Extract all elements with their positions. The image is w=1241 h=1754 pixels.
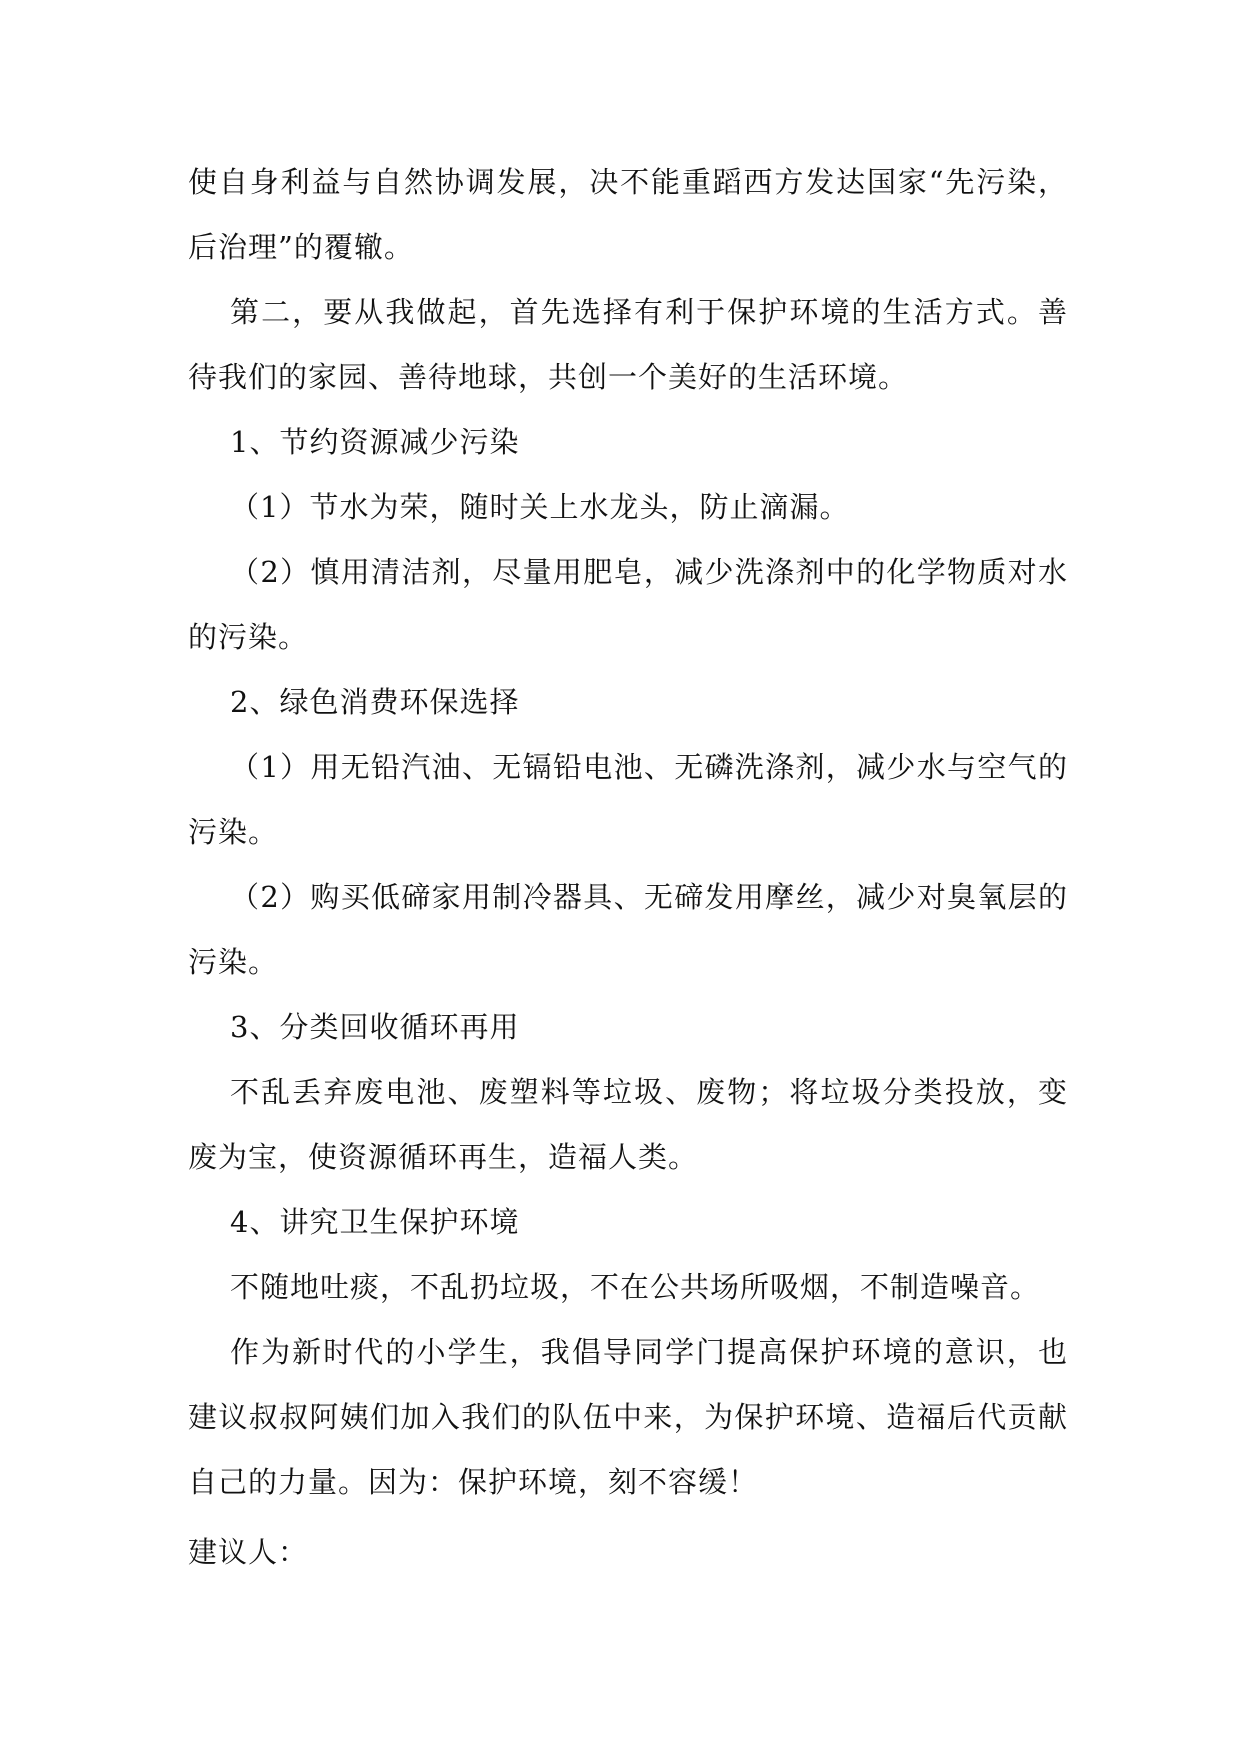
document-body [188,150,1068,1515]
paragraph-recycling: 不乱丢弃废电池、废塑料等垃圾、废物；将垃圾分类投放，变废为宝，使资源循环再生，造福人类。 [188,1075,1068,1174]
item-cleaning-agent: （2）慎用清洁剂，尽量用肥皂，减少洗涤剂中的化学物质对水的污染。 [188,555,1068,654]
heading-recycling: 3、分类回收循环再用 [230,1010,520,1044]
paragraph-conclusion: 作为新时代的小学生，我倡导同学门提高保护环境的意识，也建议叔叔阿姨们加入我们的队伍中来，为保护环境、造福后代贡献自己的力量。因为：保护环境，刻不容缓！ [188,1335,1068,1499]
item-unleaded-fuel: （1）用无铅汽油、无镉铅电池、无磷洗涤剂，减少水与空气的污染。 [188,750,1068,849]
item-low-cfc-appliances: （2）购买低碲家用制冷器具、无碲发用摩丝，减少对臭氧层的污染。 [188,880,1068,979]
paragraph-hygiene: 不随地吐痰，不乱扔垃圾，不在公共场所吸烟，不制造噪音。 [230,1270,1041,1304]
heading-save-resources: 1、节约资源减少污染 [230,425,520,459]
item-save-water: （1）节水为荣，随时关上水龙头，防止滴漏。 [230,490,850,524]
heading-green-consumption: 2、绿色消费环保选择 [230,685,520,719]
signature-label: 建议人： [188,1535,309,1569]
paragraph-continuation: 使自身利益与自然协调发展，决不能重蹈西方发达国家“先污染，后治理”的覆辙。 [188,165,1068,264]
heading-hygiene: 4、讲究卫生保护环境 [230,1205,520,1239]
paragraph-second-point: 第二，要从我做起，首先选择有利于保护环境的生活方式。善待我们的家园、善待地球，共创一个美好的生活环境。 [188,295,1068,394]
